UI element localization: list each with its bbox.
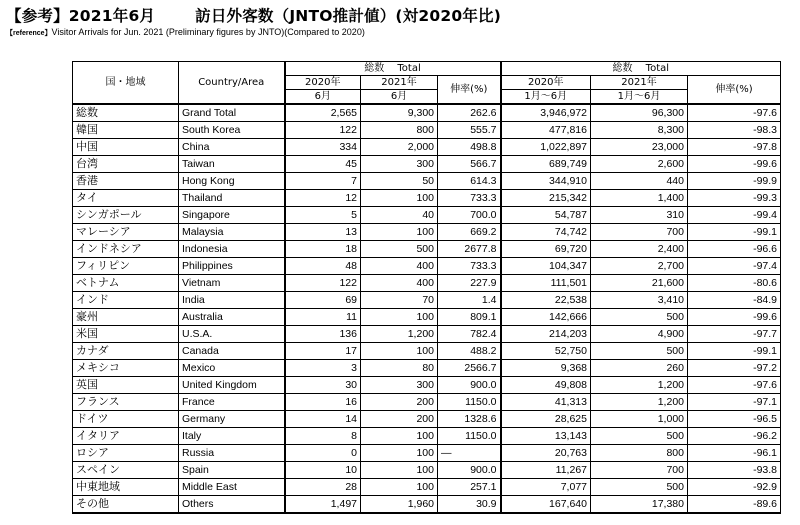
cell-country-en: Middle East — [179, 479, 285, 496]
title-left: 【参考】2021年6月 — [6, 7, 156, 25]
cell-2020-ytd: 3,946,972 — [501, 104, 591, 122]
cell-ytd-rate: -84.9 — [688, 292, 781, 309]
cell-month-rate: 30.9 — [438, 496, 501, 514]
cell-2021-month: 300 — [361, 156, 438, 173]
cell-2021-ytd: 1,200 — [591, 394, 688, 411]
cell-2021-month: 2,000 — [361, 139, 438, 156]
cell-ytd-rate: -80.6 — [688, 275, 781, 292]
cell-month-rate: 614.3 — [438, 173, 501, 190]
cell-country-jp: スペイン — [73, 462, 179, 479]
cell-country-jp: インドネシア — [73, 241, 179, 258]
table-row — [73, 479, 781, 496]
cell-country-jp: シンガポール — [73, 207, 179, 224]
cell-country-jp: カナダ — [73, 343, 179, 360]
cell-ytd-rate: -97.2 — [688, 360, 781, 377]
cell-2020-month: 48 — [285, 258, 361, 275]
table-row — [73, 377, 781, 394]
cell-2020-ytd: 344,910 — [501, 173, 591, 190]
cell-country-jp: フィリピン — [73, 258, 179, 275]
header-2020-ytd-period: 1月～6月 — [501, 90, 591, 105]
cell-2020-month: 28 — [285, 479, 361, 496]
cell-2020-ytd: 11,267 — [501, 462, 591, 479]
cell-2021-ytd: 8,300 — [591, 122, 688, 139]
cell-ytd-rate: -99.1 — [688, 224, 781, 241]
cell-2020-month: 7 — [285, 173, 361, 190]
cell-2020-ytd: 142,666 — [501, 309, 591, 326]
header-2020-ytd-year: 2020年 — [501, 76, 591, 90]
cell-country-en: Others — [179, 496, 285, 514]
cell-2021-ytd: 500 — [591, 343, 688, 360]
cell-2021-month: 100 — [361, 190, 438, 207]
header-ytd-rate: 伸率(%) — [688, 76, 781, 105]
cell-2021-month: 40 — [361, 207, 438, 224]
subtitle-tag: 【reference】 — [6, 30, 52, 37]
cell-2020-ytd: 20,763 — [501, 445, 591, 462]
table-row — [73, 241, 781, 258]
cell-ytd-rate: -99.3 — [688, 190, 781, 207]
cell-2021-month: 100 — [361, 428, 438, 445]
cell-2020-month: 18 — [285, 241, 361, 258]
cell-2021-month: 100 — [361, 343, 438, 360]
cell-country-en: Mexico — [179, 360, 285, 377]
visitor-arrivals-table — [72, 61, 781, 514]
cell-country-en: Vietnam — [179, 275, 285, 292]
cell-2020-ytd: 22,538 — [501, 292, 591, 309]
table-row — [73, 326, 781, 343]
cell-month-rate: 782.4 — [438, 326, 501, 343]
cell-country-en: Indonesia — [179, 241, 285, 258]
header-2021-month-year: 2021年 — [361, 76, 438, 90]
cell-country-en: Australia — [179, 309, 285, 326]
cell-2021-ytd: 2,700 — [591, 258, 688, 275]
cell-month-rate: 1150.0 — [438, 394, 501, 411]
cell-country-jp: その他 — [73, 496, 179, 514]
cell-month-rate: 900.0 — [438, 377, 501, 394]
cell-2020-ytd: 1,022,897 — [501, 139, 591, 156]
cell-month-rate: — — [438, 445, 501, 462]
cell-country-en: Taiwan — [179, 156, 285, 173]
cell-2021-ytd: 500 — [591, 479, 688, 496]
table-row — [73, 224, 781, 241]
cell-ytd-rate: -99.6 — [688, 156, 781, 173]
cell-2021-ytd: 500 — [591, 428, 688, 445]
cell-ytd-rate: -99.9 — [688, 173, 781, 190]
cell-ytd-rate: -99.4 — [688, 207, 781, 224]
cell-ytd-rate: -97.6 — [688, 104, 781, 122]
cell-2021-month: 400 — [361, 275, 438, 292]
cell-2021-ytd: 1,200 — [591, 377, 688, 394]
table-row — [73, 104, 781, 122]
cell-ytd-rate: -97.8 — [688, 139, 781, 156]
cell-month-rate: 257.1 — [438, 479, 501, 496]
cell-country-en: Hong Kong — [179, 173, 285, 190]
cell-2020-ytd: 7,077 — [501, 479, 591, 496]
header-2021-ytd-year: 2021年 — [591, 76, 688, 90]
header-2020-month-year: 2020年 — [285, 76, 361, 90]
cell-country-jp: 中東地域 — [73, 479, 179, 496]
cell-2020-month: 2,565 — [285, 104, 361, 122]
cell-2020-month: 3 — [285, 360, 361, 377]
cell-2021-month: 1,960 — [361, 496, 438, 514]
cell-month-rate: 733.3 — [438, 190, 501, 207]
title-right: 訪日外客数（JNTO推計値）(対2020年比) — [195, 7, 502, 25]
document-subtitle — [6, 27, 365, 38]
cell-2020-month: 11 — [285, 309, 361, 326]
table-row — [73, 156, 781, 173]
cell-2021-ytd: 310 — [591, 207, 688, 224]
header-row-1 — [73, 62, 781, 76]
cell-2021-ytd: 21,600 — [591, 275, 688, 292]
header-2021-month-period: 6月 — [361, 90, 438, 105]
cell-country-jp: 韓国 — [73, 122, 179, 139]
table-row — [73, 411, 781, 428]
cell-month-rate: 809.1 — [438, 309, 501, 326]
cell-country-en: Spain — [179, 462, 285, 479]
cell-country-jp: 豪州 — [73, 309, 179, 326]
cell-country-jp: ドイツ — [73, 411, 179, 428]
cell-2021-month: 100 — [361, 445, 438, 462]
cell-2021-ytd: 700 — [591, 462, 688, 479]
cell-2021-ytd: 2,400 — [591, 241, 688, 258]
cell-month-rate: 488.2 — [438, 343, 501, 360]
cell-country-jp: タイ — [73, 190, 179, 207]
cell-2020-month: 17 — [285, 343, 361, 360]
cell-country-en: Canada — [179, 343, 285, 360]
cell-2021-month: 50 — [361, 173, 438, 190]
cell-2021-ytd: 260 — [591, 360, 688, 377]
cell-2020-month: 8 — [285, 428, 361, 445]
table-row — [73, 309, 781, 326]
cell-2021-month: 80 — [361, 360, 438, 377]
cell-country-en: U.S.A. — [179, 326, 285, 343]
cell-2021-month: 100 — [361, 462, 438, 479]
cell-country-en: Grand Total — [179, 104, 285, 122]
cell-2021-ytd: 96,300 — [591, 104, 688, 122]
document-title — [6, 4, 501, 26]
cell-ytd-rate: -97.1 — [688, 394, 781, 411]
cell-country-en: Russia — [179, 445, 285, 462]
cell-month-rate: 700.0 — [438, 207, 501, 224]
cell-month-rate: 1150.0 — [438, 428, 501, 445]
cell-2020-month: 1,497 — [285, 496, 361, 514]
cell-2021-ytd: 1,000 — [591, 411, 688, 428]
cell-month-rate: 227.9 — [438, 275, 501, 292]
cell-2020-month: 10 — [285, 462, 361, 479]
header-month-rate: 伸率(%) — [438, 76, 501, 105]
cell-country-jp: 香港 — [73, 173, 179, 190]
cell-month-rate: 498.8 — [438, 139, 501, 156]
cell-2020-month: 12 — [285, 190, 361, 207]
cell-ytd-rate: -96.6 — [688, 241, 781, 258]
cell-2020-ytd: 28,625 — [501, 411, 591, 428]
cell-country-jp: ロシア — [73, 445, 179, 462]
table-row — [73, 445, 781, 462]
cell-ytd-rate: -89.6 — [688, 496, 781, 514]
cell-2020-month: 122 — [285, 122, 361, 139]
cell-2021-month: 100 — [361, 309, 438, 326]
cell-2020-month: 334 — [285, 139, 361, 156]
cell-2021-month: 200 — [361, 411, 438, 428]
cell-month-rate: 2677.8 — [438, 241, 501, 258]
table-row — [73, 496, 781, 514]
cell-2021-month: 400 — [361, 258, 438, 275]
cell-ytd-rate: -96.1 — [688, 445, 781, 462]
cell-2021-ytd: 2,600 — [591, 156, 688, 173]
cell-2021-ytd: 4,900 — [591, 326, 688, 343]
cell-ytd-rate: -93.8 — [688, 462, 781, 479]
cell-2021-ytd: 500 — [591, 309, 688, 326]
header-country-en: Country/Area — [179, 62, 285, 105]
cell-2021-ytd: 3,410 — [591, 292, 688, 309]
table-row — [73, 360, 781, 377]
cell-2021-ytd: 440 — [591, 173, 688, 190]
cell-2021-month: 1,200 — [361, 326, 438, 343]
cell-2020-ytd: 104,347 — [501, 258, 591, 275]
cell-2021-month: 70 — [361, 292, 438, 309]
header-group-ytd: 総数 Total — [501, 62, 781, 76]
header-country-jp: 国・地域 — [73, 62, 179, 105]
table-row — [73, 122, 781, 139]
cell-month-rate: 566.7 — [438, 156, 501, 173]
cell-country-jp: メキシコ — [73, 360, 179, 377]
table-row — [73, 428, 781, 445]
cell-country-en: Germany — [179, 411, 285, 428]
cell-country-jp: 米国 — [73, 326, 179, 343]
cell-country-en: South Korea — [179, 122, 285, 139]
cell-country-en: Thailand — [179, 190, 285, 207]
cell-2020-ytd: 69,720 — [501, 241, 591, 258]
subtitle-text: Visitor Arrivals for Jun. 2021 (Preliminary figures by JNTO)(Compared to 2020) — [51, 27, 365, 37]
cell-2020-ytd: 167,640 — [501, 496, 591, 514]
table-row — [73, 173, 781, 190]
cell-2020-month: 122 — [285, 275, 361, 292]
cell-2020-ytd: 111,501 — [501, 275, 591, 292]
cell-2020-ytd: 214,203 — [501, 326, 591, 343]
cell-country-en: France — [179, 394, 285, 411]
table-row — [73, 258, 781, 275]
header-2020-month-period: 6月 — [285, 90, 361, 105]
cell-country-jp: フランス — [73, 394, 179, 411]
cell-ytd-rate: -96.5 — [688, 411, 781, 428]
cell-2021-ytd: 700 — [591, 224, 688, 241]
cell-country-en: India — [179, 292, 285, 309]
cell-country-en: Philippines — [179, 258, 285, 275]
cell-month-rate: 733.3 — [438, 258, 501, 275]
cell-2021-ytd: 800 — [591, 445, 688, 462]
cell-ytd-rate: -99.1 — [688, 343, 781, 360]
cell-country-jp: イタリア — [73, 428, 179, 445]
cell-ytd-rate: -97.4 — [688, 258, 781, 275]
cell-ytd-rate: -98.3 — [688, 122, 781, 139]
cell-2020-ytd: 13,143 — [501, 428, 591, 445]
cell-ytd-rate: -97.7 — [688, 326, 781, 343]
table-row — [73, 275, 781, 292]
cell-2021-ytd: 23,000 — [591, 139, 688, 156]
cell-country-en: Malaysia — [179, 224, 285, 241]
cell-country-jp: ベトナム — [73, 275, 179, 292]
cell-2021-month: 100 — [361, 224, 438, 241]
header-2021-ytd-period: 1月～6月 — [591, 90, 688, 105]
cell-2020-month: 13 — [285, 224, 361, 241]
cell-country-en: Italy — [179, 428, 285, 445]
cell-month-rate: 1328.6 — [438, 411, 501, 428]
cell-2020-ytd: 689,749 — [501, 156, 591, 173]
cell-2020-month: 16 — [285, 394, 361, 411]
cell-ytd-rate: -97.6 — [688, 377, 781, 394]
cell-2021-month: 500 — [361, 241, 438, 258]
cell-2020-month: 136 — [285, 326, 361, 343]
cell-month-rate: 669.2 — [438, 224, 501, 241]
cell-country-jp: インド — [73, 292, 179, 309]
table-row — [73, 207, 781, 224]
cell-2020-month: 14 — [285, 411, 361, 428]
table-row — [73, 343, 781, 360]
cell-month-rate: 555.7 — [438, 122, 501, 139]
cell-ytd-rate: -92.9 — [688, 479, 781, 496]
header-group-month: 総数 Total — [285, 62, 501, 76]
table-body — [73, 104, 781, 513]
cell-country-jp: 中国 — [73, 139, 179, 156]
cell-2021-month: 200 — [361, 394, 438, 411]
cell-2021-month: 800 — [361, 122, 438, 139]
cell-2020-ytd: 477,816 — [501, 122, 591, 139]
cell-2020-month: 30 — [285, 377, 361, 394]
cell-2021-ytd: 1,400 — [591, 190, 688, 207]
cell-2020-ytd: 54,787 — [501, 207, 591, 224]
table-row — [73, 462, 781, 479]
cell-2021-month: 100 — [361, 479, 438, 496]
cell-2020-month: 5 — [285, 207, 361, 224]
cell-ytd-rate: -96.2 — [688, 428, 781, 445]
cell-country-en: China — [179, 139, 285, 156]
cell-2020-ytd: 41,313 — [501, 394, 591, 411]
cell-country-jp: マレーシア — [73, 224, 179, 241]
cell-country-jp: 総数 — [73, 104, 179, 122]
cell-2020-month: 69 — [285, 292, 361, 309]
cell-country-jp: 英国 — [73, 377, 179, 394]
cell-month-rate: 1.4 — [438, 292, 501, 309]
cell-2020-month: 0 — [285, 445, 361, 462]
cell-country-en: United Kingdom — [179, 377, 285, 394]
table-row — [73, 394, 781, 411]
table-row — [73, 292, 781, 309]
cell-2021-ytd: 17,380 — [591, 496, 688, 514]
cell-month-rate: 2566.7 — [438, 360, 501, 377]
cell-2020-ytd: 215,342 — [501, 190, 591, 207]
cell-2021-month: 300 — [361, 377, 438, 394]
table-row — [73, 190, 781, 207]
cell-month-rate: 262.6 — [438, 104, 501, 122]
cell-2020-ytd: 49,808 — [501, 377, 591, 394]
cell-country-jp: 台湾 — [73, 156, 179, 173]
cell-2020-ytd: 74,742 — [501, 224, 591, 241]
cell-2020-ytd: 9,368 — [501, 360, 591, 377]
cell-month-rate: 900.0 — [438, 462, 501, 479]
cell-country-en: Singapore — [179, 207, 285, 224]
cell-2021-month: 9,300 — [361, 104, 438, 122]
table-row — [73, 139, 781, 156]
cell-2020-month: 45 — [285, 156, 361, 173]
cell-ytd-rate: -99.6 — [688, 309, 781, 326]
cell-2020-ytd: 52,750 — [501, 343, 591, 360]
